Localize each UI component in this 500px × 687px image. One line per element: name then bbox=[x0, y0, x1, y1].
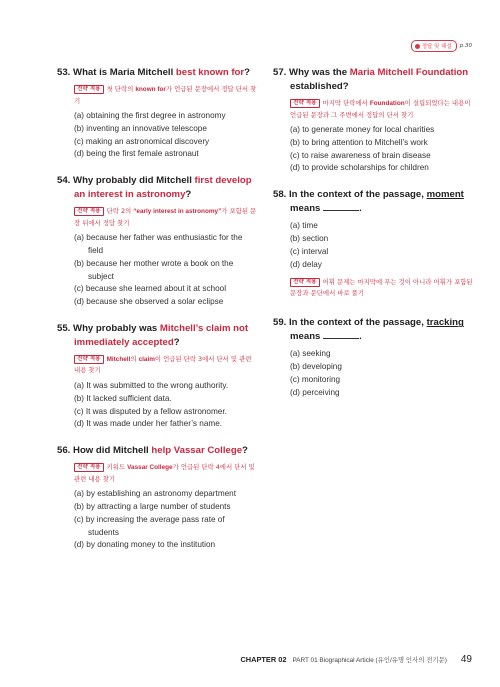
options-list bbox=[57, 232, 257, 309]
options-list bbox=[273, 220, 473, 271]
option-b: (b) developing bbox=[290, 362, 342, 372]
option-d: (d) to provide scholarships for children bbox=[290, 163, 429, 173]
options-list bbox=[57, 380, 257, 431]
strategy-tag: 전략 적용 bbox=[290, 99, 320, 108]
strategy-tip: 전략 적용 키워드 Vassar College가 언급된 단락 4에서 단서 및 관련 내용 찾기 bbox=[74, 463, 255, 483]
page-footer bbox=[240, 654, 472, 665]
strategy-tag: 전략 적용 bbox=[290, 278, 320, 287]
option-a: (a) seeking bbox=[290, 349, 331, 359]
strategy-tip: 전략 적용 첫 단락의 known for가 언급된 문장에서 정답 단서 찾기 bbox=[74, 85, 257, 105]
option-a: (a) It was submitted to the wrong authority. bbox=[74, 380, 229, 390]
question-53 bbox=[57, 66, 257, 161]
option-b: (b) by attracting a large number of students bbox=[74, 501, 231, 511]
option-b: (b) to bring attention to Mitchell’s work bbox=[290, 137, 428, 147]
question-59-title: 59. In the context of the passage, tracking means . bbox=[273, 317, 464, 343]
answer-label: 정답 및 해설 bbox=[421, 44, 452, 50]
question-57 bbox=[273, 66, 473, 175]
strategy-tip: 전략 적용 Mitchell의 claim이 언급된 단락 3에서 단서 및 관련 내용 찾기 bbox=[74, 354, 252, 375]
option-b: (b) It lacked sufficient data. bbox=[74, 393, 172, 403]
page-number: 49 bbox=[460, 654, 472, 665]
question-53-title: 53. What is Maria Mitchell best known for? bbox=[57, 67, 251, 78]
option-c: (c) by increasing the average pass rate of students bbox=[74, 514, 225, 537]
strategy-tip: 전략 적용 단락 2의 “early interest in astronomy”가 포함된 문장 뒤에서 정답 찾기 bbox=[74, 207, 257, 227]
right-column bbox=[273, 66, 473, 413]
question-56 bbox=[57, 444, 257, 552]
option-b: (b) inventing an innovative telescope bbox=[74, 123, 207, 133]
strategy-tag: 전략 적용 bbox=[74, 207, 104, 216]
question-54-title: 54. Why probably did Mitchell first develop an interest in astronomy? bbox=[57, 175, 252, 201]
option-c: (c) making an astronomical discovery bbox=[74, 136, 210, 146]
option-c: (c) It was disputed by a fellow astronomer. bbox=[74, 406, 227, 416]
options-list bbox=[273, 348, 473, 399]
answer-page: p.30 bbox=[459, 43, 472, 49]
strategy-tip: 전략 적용 어휘 문제는 마지막에 푸는 것이 아니라 어휘가 포함된 문장과 문단에서 바로 풀기 bbox=[290, 278, 473, 297]
question-55 bbox=[57, 322, 257, 431]
left-column bbox=[57, 66, 257, 565]
option-b: (b) section bbox=[290, 233, 329, 243]
option-d: (d) because she observed a solar eclipse bbox=[74, 297, 224, 307]
options-list bbox=[57, 110, 257, 161]
option-a: (a) by establishing an astronomy department bbox=[74, 489, 237, 499]
option-a: (a) because her father was enthusiastic for the field bbox=[74, 233, 243, 255]
option-a: (a) time bbox=[290, 221, 318, 231]
option-d: (d) being the first female astronaut bbox=[74, 149, 199, 159]
strategy-tag: 전략 적용 bbox=[74, 355, 104, 364]
options-list bbox=[273, 124, 473, 175]
option-d: (d) It was made under her father’s name. bbox=[74, 419, 223, 429]
question-57-title: 57. Why was the Maria Mitchell Foundation established? bbox=[273, 67, 469, 92]
question-55-title: 55. Why probably was Mitchell’s claim not immediately accepted? bbox=[57, 322, 249, 348]
option-c: (c) interval bbox=[290, 246, 329, 256]
answer-reference-badge bbox=[411, 40, 472, 52]
answer-blank bbox=[323, 203, 359, 211]
option-d: (d) delay bbox=[290, 259, 322, 269]
options-list bbox=[57, 488, 257, 552]
answer-pill bbox=[411, 40, 457, 52]
footer-part: PART 01 Biographical Article (유인/유명 인사의 전기문) bbox=[292, 657, 447, 664]
question-58 bbox=[273, 188, 473, 298]
answer-blank bbox=[323, 331, 359, 339]
question-58-title: 58. In the context of the passage, moment means . bbox=[273, 189, 464, 215]
option-a: (a) to generate money for local charities bbox=[290, 125, 435, 134]
footer-chapter: CHAPTER 02 bbox=[240, 655, 287, 664]
strategy-tag: 전략 적용 bbox=[74, 85, 104, 94]
answer-dot-icon bbox=[415, 44, 420, 49]
option-c: (c) because she learned about it at school bbox=[74, 284, 227, 294]
option-d: (d) perceiving bbox=[290, 387, 340, 397]
option-a: (a) obtaining the first degree in astronomy bbox=[74, 111, 226, 120]
option-c: (c) monitoring bbox=[290, 374, 341, 384]
option-c: (c) to raise awareness of brain disease bbox=[290, 150, 431, 160]
strategy-tag: 전략 적용 bbox=[74, 463, 104, 472]
option-d: (d) by donating money to the institution bbox=[74, 540, 216, 550]
strategy-tip: 전략 적용 마지막 단락에서 Foundation이 설립되었다는 내용이 언급된 문장과 그 주변에서 정답의 단서 찾기 bbox=[290, 99, 471, 119]
question-59 bbox=[273, 316, 473, 399]
question-54 bbox=[57, 174, 257, 309]
option-b: (b) because her mother wrote a book on the subject bbox=[74, 258, 234, 281]
question-56-title: 56. How did Mitchell help Vassar College? bbox=[57, 445, 248, 457]
